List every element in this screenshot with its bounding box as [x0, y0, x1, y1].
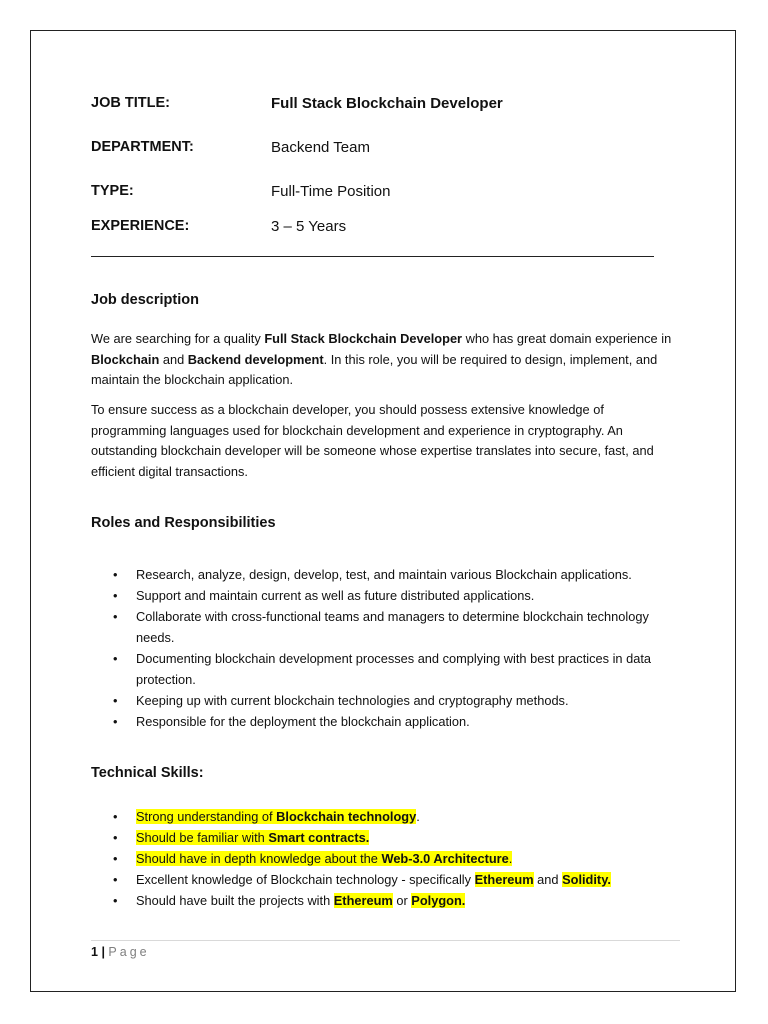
text-run: Should have built the projects with — [136, 893, 334, 908]
list-item — [91, 606, 681, 648]
highlighted-text: Strong understanding of — [136, 809, 277, 824]
roles-heading: Roles and Responsibilities — [91, 515, 276, 531]
list-item — [91, 585, 681, 606]
department-value: Backend Team — [271, 139, 370, 156]
experience-label: EXPERIENCE: — [91, 218, 190, 234]
bullet-icon: • — [113, 809, 118, 824]
job-description-paragraph-2: To ensure success as a blockchain developer, you should possess extensive knowledge of programming languages used for blockchain development and experience in cryptography. An outstanding blockchain developer will be someone whose expertise translates into secure, fast, and efficient digital transactions. — [91, 402, 654, 479]
list-item — [91, 564, 681, 585]
list-item — [91, 690, 681, 711]
bullet-icon: • — [113, 609, 118, 624]
divider-line — [91, 256, 654, 257]
bullet-icon: • — [113, 588, 118, 603]
text-run: We are searching for a quality — [91, 331, 265, 346]
list-item-text: Collaborate with cross-functional teams and managers to determine blockchain technology needs. — [136, 609, 649, 645]
text-run: and — [159, 351, 188, 367]
text-run: Excellent knowledge of Blockchain technology - specifically — [136, 872, 475, 887]
list-item-text: Research, analyze, design, develop, test, and maintain various Blockchain applications. — [136, 567, 632, 582]
roles-list — [91, 564, 681, 732]
highlighted-bold-text: Smart contracts. — [268, 830, 370, 845]
bullet-icon: • — [113, 693, 118, 708]
highlighted-bold-text: Polygon. — [411, 893, 466, 908]
bullet-icon: • — [113, 830, 118, 845]
bullet-icon: • — [113, 851, 118, 866]
list-item — [91, 648, 681, 690]
job-description-heading: Job description — [91, 292, 199, 308]
footer-divider — [91, 940, 680, 941]
list-item-text: Documenting blockchain development processes and complying with best practices in data protection. — [136, 651, 651, 687]
highlighted-bold-text: Blockchain technology — [276, 809, 417, 824]
highlighted-bold-text: Ethereum — [474, 872, 534, 887]
text-run: or — [392, 893, 412, 908]
highlighted-bold-text: Solidity. — [562, 872, 611, 887]
job-title-label: JOB TITLE: — [91, 95, 170, 111]
job-title-value: Full Stack Blockchain Developer — [271, 95, 503, 112]
highlighted-text: . — [508, 851, 513, 866]
page-number: 1 — [91, 945, 98, 959]
department-label: DEPARTMENT: — [91, 139, 194, 155]
type-value: Full-Time Position — [271, 183, 391, 200]
type-label: TYPE: — [91, 183, 134, 199]
footer-separator: | — [101, 945, 105, 959]
page-label: Page — [108, 945, 150, 959]
job-description-paragraph-1 — [91, 329, 681, 391]
highlighted-text: Should be familiar with — [136, 830, 269, 845]
list-item — [91, 890, 681, 911]
list-item — [91, 711, 681, 732]
bullet-icon: • — [113, 651, 118, 666]
bullet-icon: • — [113, 567, 118, 582]
list-item-text: Responsible for the deployment the blockchain application. — [136, 714, 470, 729]
list-item-text: Keeping up with current blockchain technologies and cryptography methods. — [136, 693, 569, 708]
text-run: . — [416, 809, 420, 824]
bullet-icon: • — [113, 872, 118, 887]
list-item — [91, 827, 681, 848]
list-item — [91, 848, 681, 869]
page-footer — [91, 945, 150, 959]
list-item — [91, 806, 681, 827]
bullet-icon: • — [113, 893, 118, 908]
technical-skills-heading: Technical Skills: — [91, 765, 204, 781]
bold-run: Backend development — [187, 351, 324, 367]
bold-run: Blockchain — [91, 351, 160, 367]
bold-run: Full Stack Blockchain Developer — [264, 331, 463, 346]
list-item-text: Support and maintain current as well as future distributed applications. — [136, 588, 535, 603]
text-run: . In this role, you will be required to design, implement, and maintain the blockchain application. — [91, 351, 658, 387]
highlighted-bold-text: Web-3.0 Architecture — [381, 851, 509, 866]
highlighted-text: Should have in depth knowledge about the — [136, 851, 382, 866]
list-item — [91, 869, 681, 890]
bullet-icon: • — [113, 714, 118, 729]
experience-value: 3 – 5 Years — [271, 218, 347, 235]
highlighted-bold-text: Ethereum — [333, 893, 393, 908]
technical-skills-list — [91, 806, 681, 911]
text-run: who has great domain experience in — [462, 331, 672, 346]
text-run: and — [533, 872, 563, 887]
